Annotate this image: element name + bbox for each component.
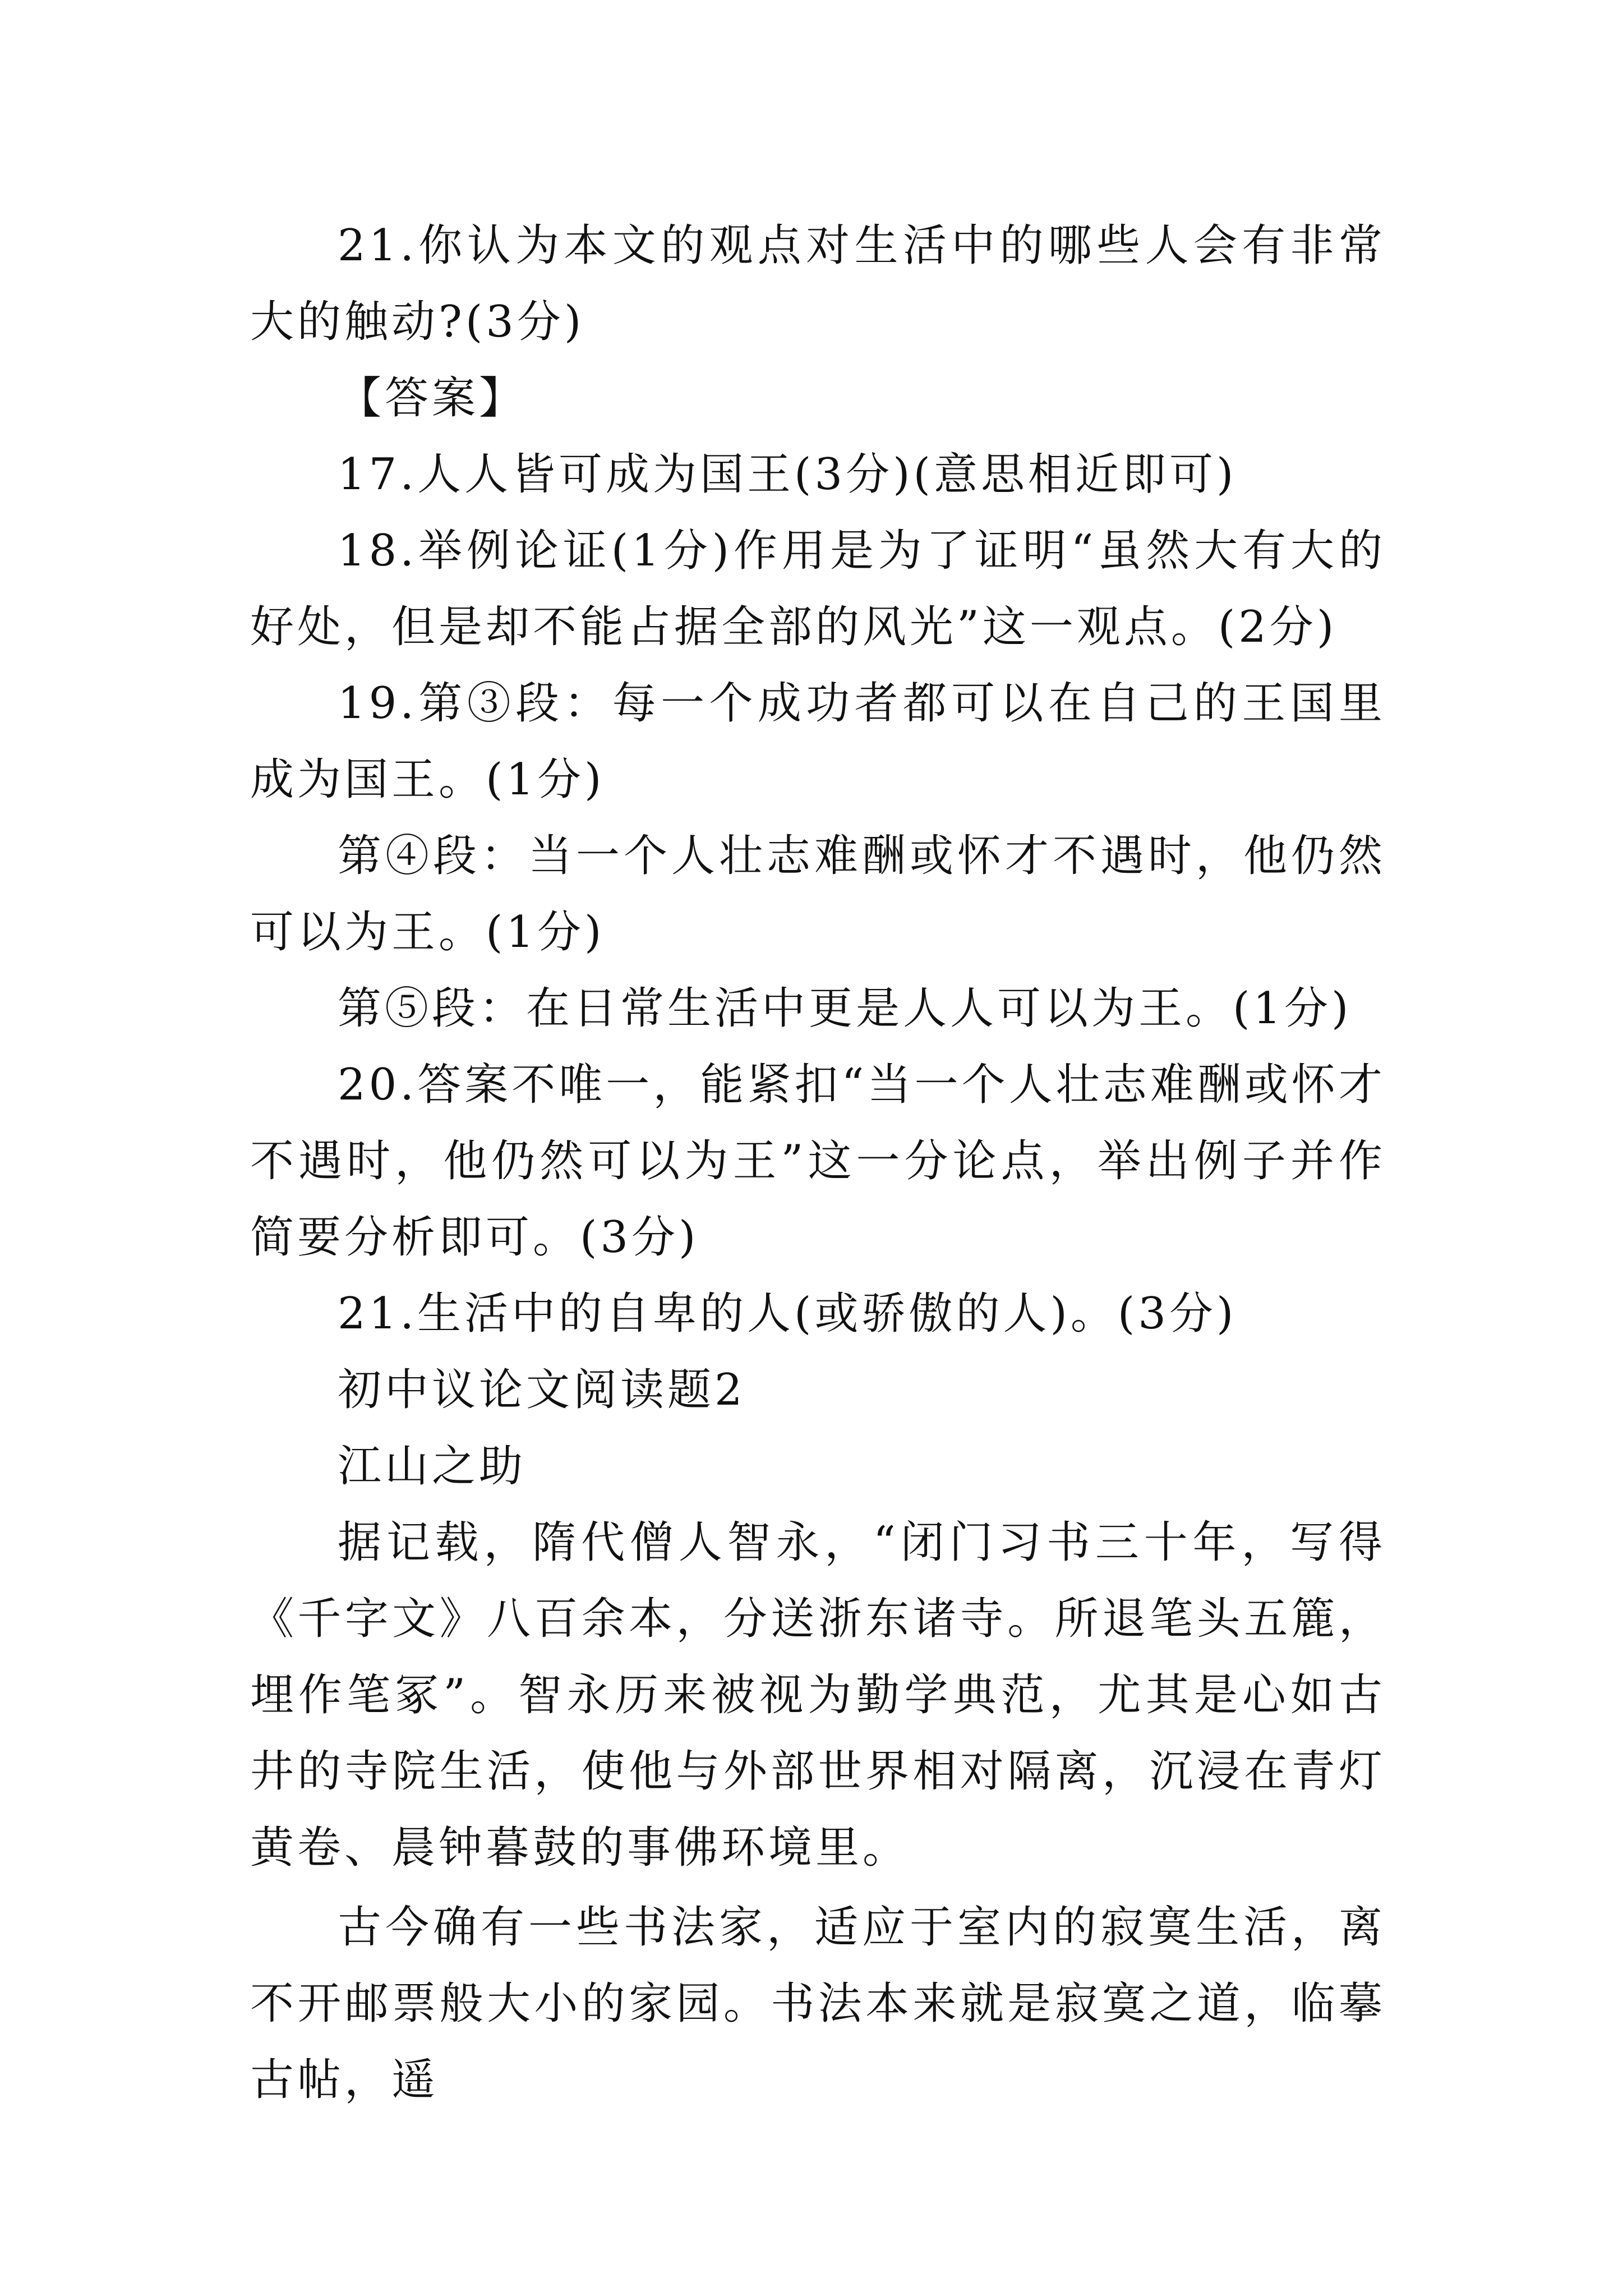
article-paragraph-2: 古今确有一些书法家，适应于室内的寂寞生活，离不开邮票般大小的家园。书法本来就是寂寞之道，临摹古帖，遥 (250, 1902, 1386, 2105)
answer-19-para-3: 19.第③段：每一个成功者都可以在自己的王国里成为国王。(1分) (250, 678, 1386, 805)
answer-20: 20.答案不唯一，能紧扣“当一个人壮志难酬或怀才不遇时，他仍然可以为王”这一分论点，举出例子并作简要分析即可。(3分) (250, 1060, 1386, 1263)
answer-21: 21.生活中的自卑的人(或骄傲的人)。(3分) (338, 1289, 1237, 1339)
question-21: 21.你认为本文的观点对生活中的哪些人会有非常大的触动?(3分) (250, 220, 1386, 347)
answer-17: 17.人人皆可成为国王(3分)(意思相近即可) (338, 449, 1237, 500)
answer-18: 18.举例论证(1分)作用是为了证明“虽然大有大的好处，但是却不能占据全部的风光”这一观点。(2分) (250, 526, 1386, 652)
section-title: 初中议论文阅读题2 (338, 1365, 746, 1415)
article-paragraph-1: 据记载，隋代僧人智永，“闭门习书三十年，写得《千字文》八百余本，分送浙东诸寺。所退笔头五簏，埋作笔冢”。智永历来被视为勤学典范，尤其是心如古井的寺院生活，使他与外部世界相对隔离，沉浸在青灯黄卷、晨钟暮鼓的事佛环境里。 (250, 1517, 1386, 1873)
answer-heading: 【答案】 (338, 373, 527, 424)
document-body (250, 208, 1386, 2118)
answer-19-para-5: 第⑤段：在日常生活中更是人人可以为王。(1分) (338, 983, 1352, 1034)
answer-19-para-4: 第④段：当一个人壮志难酬或怀才不遇时，他仍然可以为王。(1分) (250, 831, 1386, 958)
article-title: 江山之助 (338, 1441, 527, 1492)
